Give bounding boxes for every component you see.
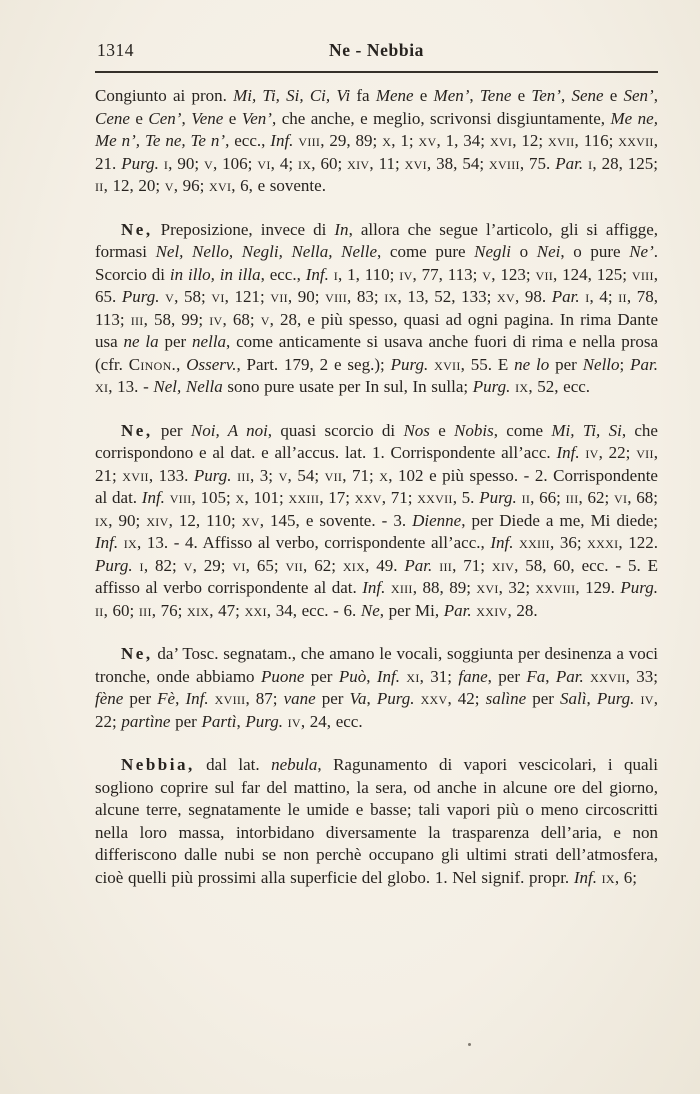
- text-column: [95, 85, 658, 889]
- page-header: [95, 40, 658, 60]
- entry-ne-preposizione: Ne, Preposizione, invece di In, allora che segue l’articolo, gli si affigge, formasi Nel, Nello, Negli, Nella, Nelle, come pure Negli o Nei, o pure Ne’. Scorcio di in illo, in illa, ecc., Inf. i, 1, 110; iv, 77, 113; v, 123; vii, 124, 125; viii, 65. Purg. v, 58; vi, 121; vii, 90; viii, 83; ix, 13, 52, 133; xv, 98. Par. i, 4; ii, 78, 113; iii, 58, 99; iv, 68; v, 28, e più spesso, quasi ad ogni pagina. In rima Dante usa ne la per nella, come anticamente si usava anche fuori di rima e nella prosa (cfr. Cinon., Osserv., Part. 179, 2 e seg.); Purg. xvii, 55. E ne lo per Nello; Par. xi, 13. - Nel, Nella sono pure usate per In sul, In sulla; Purg. ix, 52, ecc.: [95, 219, 659, 396]
- page-number: 1314: [97, 40, 134, 60]
- running-title: Ne - Nebbia: [328, 40, 425, 60]
- entry-nebbia: Nebbia, dal lat. nebula, Ragunamento di vapori vescicolari, i quali sogliono coprire sul far del mattino, la sera, od anche in alcune ore del giorno, alcune terre, segnatamente le umide e basse; tali vapori più o meno circoscritti nella loro massa, intorbidano diversamente la trasparenza dell’aria, e non differiscono dalle nubi se non perchè occupano gli ultimi strati dell’atmosfera, cioè quelli più prossimi alla superficie del globo. 1. Nel signif. propr. Inf. ix, 6;: [95, 755, 658, 887]
- ink-speck: [468, 1043, 471, 1046]
- paragraph-ne-congiunto-continuation: Congiunto ai pron. Mi, Ti, Si, Ci, Vi fa Mene e Men’, Tene e Ten’, Sene e Sen’, Cene e Cen’, Vene e Ven’, che anche, e meglio, scrivonsi disgiuntamente, Me ne, Me n’, Te ne, Te n’, ecc., Inf. viii, 29, 89; x, 1; xv, 1, 34; xvi, 12; xvii, 116; xxvii, 21. Purg. i, 90; v, 106; vi, 4; ix, 60; xiv, 11; xvi, 38, 54; xviii, 75. Par. i, 28, 125; ii, 12, 20; v, 96; xvi, 6, e sovente.: [95, 86, 659, 195]
- header-rule: [95, 71, 658, 73]
- entry-ne-paragogico: Ne, da’ Tosc. segnatam., che amano le vocali, soggiunta per desinenza a voci tronche, onde abbiamo Puone per Può, Inf. xi, 31; fane, per Fa, Par. xxvii, 33; fène per Fè, Inf. xviii, 87; vane per Va, Purg. xxv, 42; salìne per Salì, Purg. iv, 22; partìne per Partì, Purg. iv, 24, ecc.: [95, 644, 659, 731]
- entry-ne-pronome: Ne, per Noi, A noi, quasi scorcio di Nos e Nobis, come Mi, Ti, Si, che corrispondono e al dat. e all’accus. lat. 1. Corrispondente all’acc. Inf. iv, 22; vii, 21; xvii, 133. Purg. iii, 3; v, 54; vii, 71; x, 102 e più spesso. - 2. Corrispondente al dat. Inf. viii, 105; x, 101; xxiii, 17; xxv, 71; xxvii, 5. Purg. ii, 66; iii, 62; vi, 68; ix, 90; xiv, 12, 110; xv, 145, e sovente. - 3. Dienne, per Diede a me, Mi diede; Inf. ix, 13. - 4. Affisso al verbo, corrispondente all’acc., Inf. xxiii, 36; xxxi, 122. Purg. i, 82; v, 29; vi, 65; vii, 62; xix, 49. Par. iii, 71; xiv, 58, 60, ecc. - 5. E affisso al verbo corrispondente al dat. Inf. xiii, 88, 89; xvi, 32; xxviii, 129. Purg. ii, 60; iii, 76; xix, 47; xxi, 34, ecc. - 6. Ne, per Mi, Par. xxiv, 28.: [95, 420, 659, 620]
